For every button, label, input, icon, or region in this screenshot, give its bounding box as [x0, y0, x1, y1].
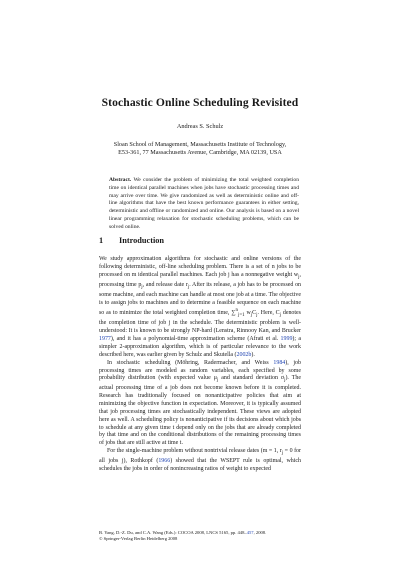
abstract-label: Abstract. — [109, 177, 132, 183]
paragraph-2: In stochastic scheduling (Möhring, Radermacher, and Weiss 1984), job processing times are modeled as random variables, each specified by some probability distribution (with expected value $\mu_j$ and standard deviation $\sigma_j$). The actual processing time of a job does not become known before it is completed. Research has traditionally focused on nonanticipative policies that aim at minimizing the objective function in expectation. Moreover, it is typically assumed that job processing times are stochastically independent. These views are adopted here as well. A scheduling policy is nonanticipative if its decisions about which jobs to schedule at any given time t depend only on the jobs that are already completed by that time and on the conditional distributions of the remaining processing times of jobs that are still active at time t. — [99, 359, 301, 447]
affiliation-line-1: Sloan School of Management, Massachusetts Institute of Technology, — [113, 141, 287, 148]
paragraph-1: We study approximation algorithms for stochastic and online versions of the following deterministic, off-line scheduling problem. There is a set of n jobs to be processed on m identical parallel machines. Each job j has a nonnegative weight $w_j$, processing time $p_j$, and release date $r_j$. After its release, a job has to be processed on some machine, and each machine can handle at most one job at a time. The objective is to assign jobs to machines and to determine a feasible sequence on each machine so as to minimize the total weighted completion time, ∑$^n_{j=1}$ $w_jC_j$. Here, $C_j$ denotes the completion time of job j in the schedule. The deterministic problem is well-understood: It is known to be strongly NP-hard (Lenstra, Rinnooy Kan, and Brucker 1977), and it has a polynomial-time approximation scheme (Afrati et al. 1999); a simpler 2-approximation algorithm, which is of particular relevance to the work described here, was earlier given by Schulz and Skutella (2002b). — [99, 256, 302, 358]
paragraph-3: For the single-machine problem without nontrivial release dates (m = 1, $r_j = 0$ for all jobs j), Rothkopf (1966) showed that the WSEPT rule is optimal, which schedules the jobs in order of nonincreasing ratios of weight to expected — [99, 448, 301, 473]
affiliation-line-2: E53-361, 77 Massachusetts Avenue, Cambridge, MA 02139, USA — [118, 149, 282, 156]
page-footer — [99, 530, 309, 542]
abstract-text: We consider the problem of minimizing the total weighted completion time on identical parallel machines when jobs have stochastic processing times and may arrive over time. We give randomized as well as deterministic online and off-line algorithms that have the best known performance guarantees in either setting, deterministic and offline or randomized and online. Our analysis is based on a novel linear programming relaxation for stochastic scheduling problems, which can be solved online. — [109, 177, 299, 230]
abstract — [109, 177, 299, 232]
citation-link[interactable]: 2002b — [236, 351, 252, 358]
author-affiliation — [0, 141, 400, 157]
publication-info: B. Yang, D.-Z. Du, and C.A. Wang (Eds.): COCOA 2008, LNCS 5165, pp. 448–457, 2008. — [99, 530, 267, 535]
section-number: 1 — [99, 236, 104, 245]
section-heading — [99, 236, 164, 245]
page-link[interactable]: 457 — [246, 530, 254, 535]
citation-link[interactable]: 1984 — [273, 359, 286, 366]
author-name: Andreas S. Schulz — [176, 123, 224, 130]
citation-link[interactable]: 1977 — [99, 336, 111, 343]
citation-link[interactable]: 1966 — [158, 458, 171, 465]
copyright-notice: © Springer-Verlag Berlin Heidelberg 2008 — [99, 536, 178, 542]
section-title: Introduction — [119, 236, 165, 245]
paper-title: Stochastic Online Scheduling Revisited — [101, 96, 299, 109]
section-body — [99, 256, 301, 474]
citation-link[interactable]: 1999 — [280, 336, 293, 343]
